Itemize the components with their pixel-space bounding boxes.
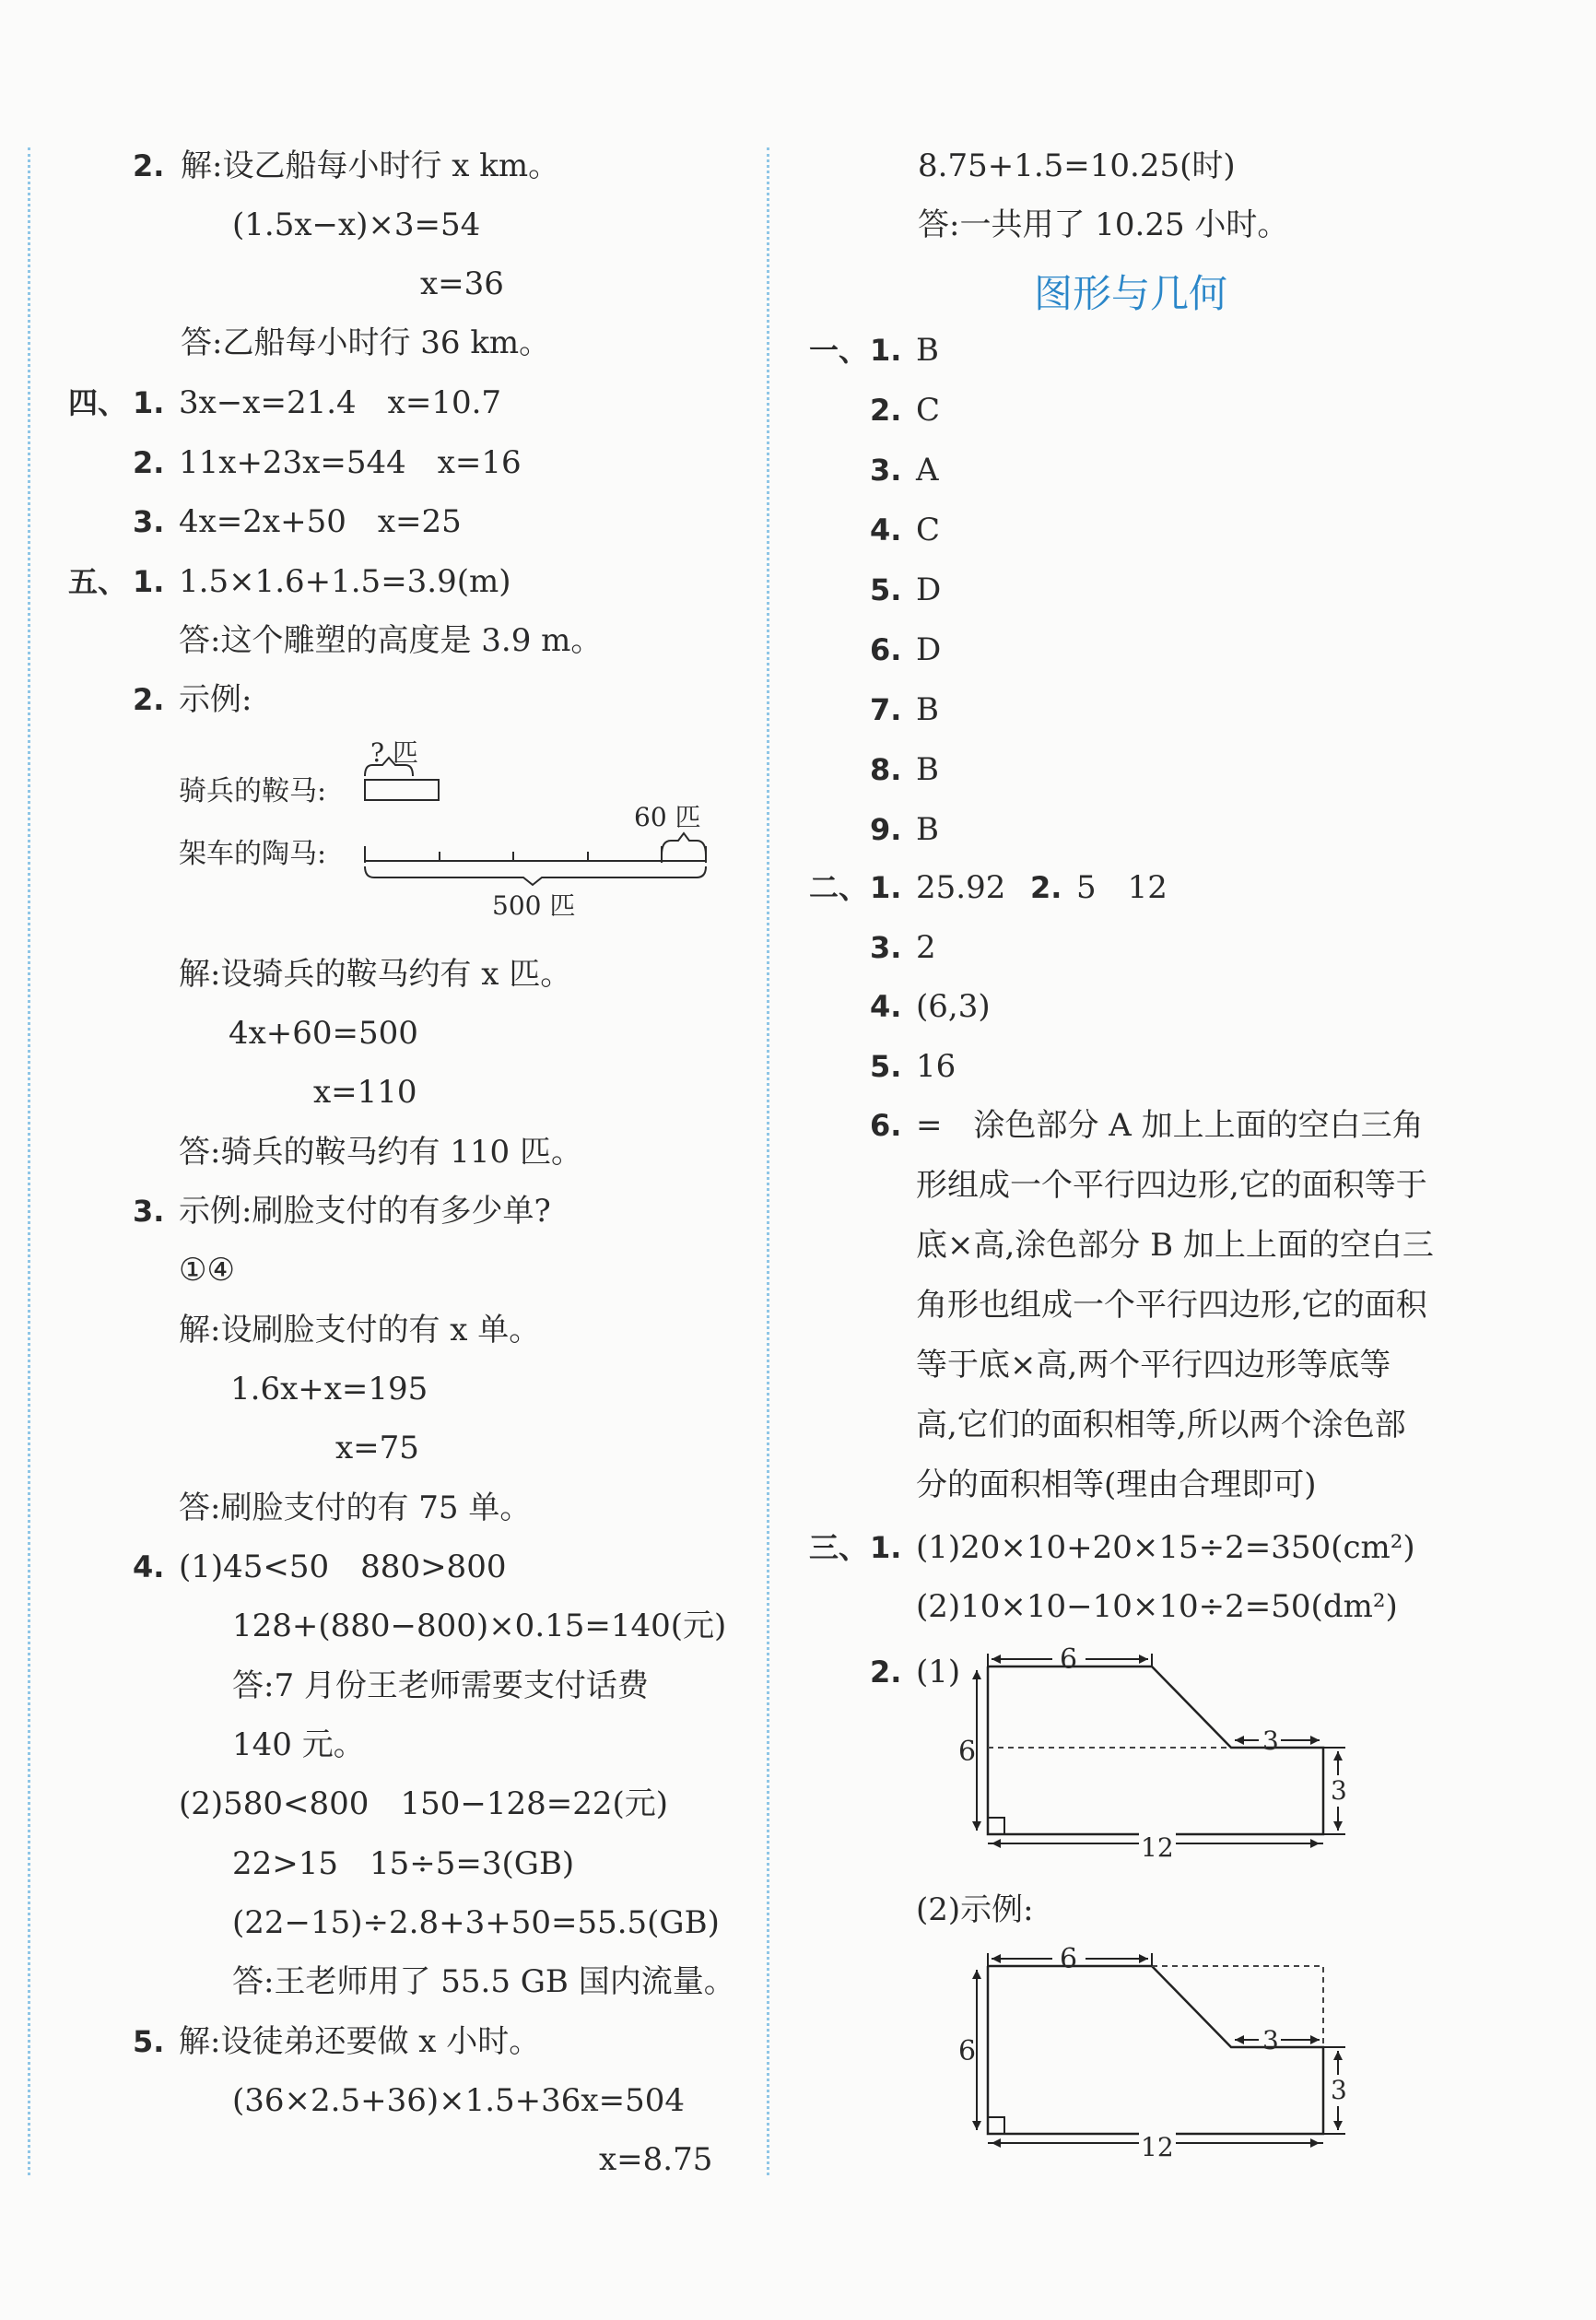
section-mark: 五、 bbox=[68, 564, 128, 599]
answer: 答:王老师用了 55.5 GB 国内流量。 bbox=[232, 1963, 735, 2000]
dim-right: 3 bbox=[1262, 2025, 1279, 2055]
item-number: 1. bbox=[133, 564, 165, 599]
answer: 25.92 bbox=[916, 869, 1006, 906]
item-number: 1. bbox=[870, 870, 902, 905]
equation: x=75 bbox=[335, 1430, 419, 1466]
item-number: 1. bbox=[870, 1530, 902, 1565]
item-number: 7. bbox=[870, 692, 902, 727]
item-number: 2. bbox=[870, 393, 902, 428]
equation: 22>15 15÷5=3(GB) bbox=[232, 1845, 575, 1882]
item-number: 9. bbox=[870, 812, 902, 847]
item-number: 4. bbox=[870, 989, 902, 1024]
top-label: 60 匹 bbox=[634, 802, 701, 832]
answer: (6,3) bbox=[916, 988, 991, 1025]
segment-diagram bbox=[175, 737, 728, 922]
item-number: 1. bbox=[870, 333, 902, 368]
section-title: 图形与几何 bbox=[1034, 271, 1228, 316]
item-number: 5. bbox=[870, 1049, 902, 1084]
answer-letter: B bbox=[916, 332, 939, 369]
equation: x=110 bbox=[313, 1074, 417, 1111]
section-mark: 一、 bbox=[809, 333, 869, 368]
explanation-line: 底×高,涂色部分 B 加上上面的空白三 bbox=[916, 1227, 1434, 1264]
dim-right: 3 bbox=[1262, 1725, 1279, 1756]
item-number: 3. bbox=[133, 1194, 165, 1229]
explanation-line: 高,它们的面积相等,所以两个涂色部 bbox=[916, 1407, 1406, 1443]
item-number: 3. bbox=[870, 930, 902, 965]
text-line: 解:设徒弟还要做 x 小时。 bbox=[179, 2023, 541, 2060]
answer: 答:这个雕塑的高度是 3.9 m。 bbox=[179, 622, 603, 659]
geometry-figure-1 bbox=[958, 1643, 1364, 1871]
answer-letter: A bbox=[916, 452, 939, 489]
item-number: 2. bbox=[133, 148, 165, 183]
equation: (22−15)÷2.8+3+50=55.5(GB) bbox=[232, 1904, 720, 1941]
answer: 答:一共用了 10.25 小时。 bbox=[918, 206, 1289, 243]
equation: 3x−x=21.4 x=10.7 bbox=[179, 384, 502, 421]
text-line: (1)45<50 880>800 bbox=[179, 1549, 507, 1585]
equation: 4x+60=500 bbox=[229, 1015, 418, 1052]
item-number: 2. bbox=[133, 445, 165, 480]
equation: (2)10×10−10×10÷2=50(dm²) bbox=[916, 1588, 1398, 1625]
item-number: 6. bbox=[870, 632, 902, 667]
text-line: 示例:刷脸支付的有多少单? bbox=[179, 1193, 551, 1230]
answer: 答:刷脸支付的有 75 单。 bbox=[179, 1490, 532, 1526]
item-number: 4. bbox=[870, 512, 902, 548]
equation: 11x+23x=544 x=16 bbox=[179, 444, 522, 481]
dim-right-vertical: 3 bbox=[1331, 2075, 1347, 2105]
item-number: 4. bbox=[133, 1549, 165, 1584]
dim-bottom: 12 bbox=[1141, 1832, 1174, 1863]
answer: 答:乙船每小时行 36 km。 bbox=[181, 324, 551, 361]
item-number: 8. bbox=[870, 752, 902, 787]
text-line: 解:设骑兵的鞍马约有 x 匹。 bbox=[179, 956, 572, 993]
answer-letter: C bbox=[916, 392, 941, 429]
dim-left: 6 bbox=[958, 1736, 977, 1768]
explanation-line: 形组成一个平行四边形,它的面积等于 bbox=[916, 1167, 1427, 1204]
text-line: (2)示例: bbox=[916, 1891, 1034, 1928]
section-mark: 三、 bbox=[809, 1530, 869, 1565]
equation: (1.5x−x)×3=54 bbox=[232, 206, 481, 243]
equation: (1)20×10+20×15÷2=350(cm²) bbox=[916, 1529, 1415, 1566]
answer-letter: B bbox=[916, 751, 939, 788]
item-number: 2. bbox=[133, 682, 165, 717]
text-line: 解:设乙船每小时行 x km。 bbox=[181, 147, 560, 184]
text-line: (1) bbox=[916, 1654, 961, 1690]
dim-left: 6 bbox=[958, 2035, 977, 2067]
item-number: 6. bbox=[870, 1108, 902, 1143]
item-number: 2. bbox=[1030, 870, 1062, 905]
section-mark: 二、 bbox=[809, 870, 869, 905]
dim-top: 6 bbox=[1060, 1643, 1078, 1676]
equation: 128+(880−800)×0.15=140(元) bbox=[232, 1608, 727, 1644]
answer: 答:7 月份王老师需要支付话费 bbox=[232, 1667, 649, 1704]
section-mark: 四、 bbox=[68, 385, 128, 420]
answer: 140 元。 bbox=[232, 1726, 365, 1763]
answer-letter: D bbox=[916, 571, 942, 608]
answer-letter: D bbox=[916, 631, 942, 668]
geometry-figure-2 bbox=[958, 1943, 1364, 2171]
item-number: 3. bbox=[133, 504, 165, 539]
equation: (36×2.5+36)×1.5+36x=504 bbox=[232, 2082, 685, 2119]
text-line: 示例: bbox=[179, 681, 252, 718]
explanation-line: 等于底×高,两个平行四边形等底等 bbox=[916, 1347, 1391, 1384]
question-label: ? 匹 bbox=[370, 737, 418, 768]
answer: 5 12 bbox=[1076, 869, 1168, 906]
answer-letter: B bbox=[916, 811, 939, 848]
text-line: ①④ bbox=[179, 1252, 235, 1289]
item-number: 1. bbox=[133, 385, 165, 420]
left-margin-line bbox=[28, 147, 30, 2175]
text-line: (2)580<800 150−128=22(元) bbox=[179, 1785, 669, 1822]
explanation-line: = 涂色部分 A 加上上面的空白三角 bbox=[916, 1107, 1424, 1144]
explanation-line: 分的面积相等(理由合理即可) bbox=[916, 1466, 1317, 1503]
equation: 4x=2x+50 x=25 bbox=[179, 503, 462, 540]
equation: x=8.75 bbox=[599, 2141, 713, 2178]
equation: 1.6x+x=195 bbox=[230, 1371, 428, 1407]
answer: 2 bbox=[916, 929, 936, 966]
equation: x=36 bbox=[420, 265, 504, 302]
item-number: 2. bbox=[870, 1655, 902, 1690]
bottom-label: 500 匹 bbox=[492, 890, 576, 921]
item-number: 5. bbox=[133, 2024, 165, 2059]
row1-label: 骑兵的鞍马: bbox=[179, 775, 327, 807]
answer-letter: B bbox=[916, 691, 939, 728]
dim-right-vertical: 3 bbox=[1331, 1775, 1347, 1806]
answer: 16 bbox=[916, 1048, 956, 1085]
answer: 答:骑兵的鞍马约有 110 匹。 bbox=[179, 1134, 582, 1171]
item-number: 3. bbox=[870, 453, 902, 488]
answer-letter: C bbox=[916, 512, 941, 548]
column-divider bbox=[767, 147, 769, 2175]
item-number: 5. bbox=[870, 572, 902, 607]
dim-top: 6 bbox=[1060, 1943, 1078, 1975]
text-line: 解:设刷脸支付的有 x 单。 bbox=[179, 1312, 541, 1348]
explanation-line: 角形也组成一个平行四边形,它的面积 bbox=[916, 1287, 1427, 1324]
equation: 8.75+1.5=10.25(时) bbox=[918, 147, 1236, 184]
equation: 1.5×1.6+1.5=3.9(m) bbox=[179, 563, 511, 600]
row2-label: 架车的陶马: bbox=[179, 838, 327, 870]
dim-bottom: 12 bbox=[1141, 2132, 1174, 2162]
